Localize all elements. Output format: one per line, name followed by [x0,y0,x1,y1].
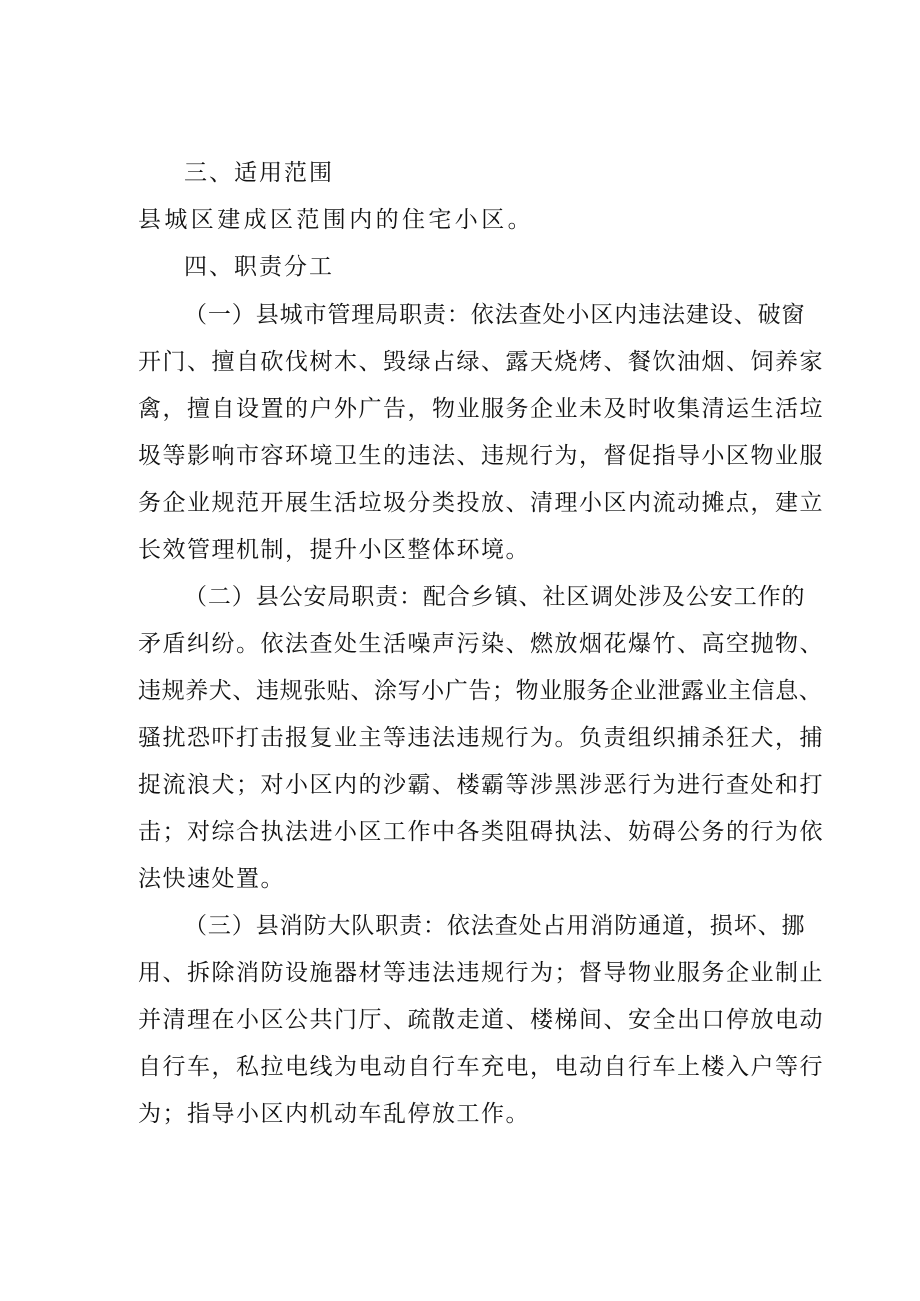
section-heading-duties: 四、职责分工 [184,254,334,280]
item-3-line-3: 并清理在小区公共门厅、疏散走道、楼梯间、安全出口停放电动 [138,1007,824,1033]
item-2-line-1: （二）县公安局职责：配合乡镇、社区调处涉及公安工作的 [184,584,806,610]
item-1-line-3: 禽，擅自设置的户外广告，物业服务企业未及时收集清运生活垃 [138,396,824,422]
item-2-line-3: 违规养犬、违规张贴、涂写小广告；物业服务企业泄露业主信息、 [138,678,823,704]
item-2-line-4: 骚扰恐吓打击报复业主等违法违规行为。负责组织捕杀狂犬，捕 [138,725,824,751]
item-3-line-4: 自行车，私拉电线为电动自行车充电，电动自行车上楼入户等行 [138,1054,824,1080]
item-2-line-2: 矛盾纠纷。依法查处生活噪声污染、燃放烟花爆竹、高空抛物、 [138,631,824,657]
item-2-line-5: 捉流浪犬；对小区内的沙霸、楼霸等涉黑涉恶行为进行查处和打 [138,772,824,798]
item-1-line-4: 圾等影响市容环境卫生的违法、违规行为，督促指导小区物业服 [138,443,824,469]
section-heading-scope: 三、适用范围 [184,160,334,186]
item-1-line-5: 务企业规范开展生活垃圾分类投放、清理小区内流动摊点，建立 [138,490,824,516]
item-3-line-1: （三）县消防大队职责：依法查处占用消防通道，损坏、挪 [184,913,806,939]
item-1-line-6: 长效管理机制，提升小区整体环境。 [138,537,530,563]
item-2-line-7: 法快速处置。 [138,866,285,892]
item-3-line-2: 用、拆除消防设施器材等违法违规行为；督导物业服务企业制止 [138,960,824,986]
item-1-line-2: 开门、擅自砍伐树木、毁绿占绿、露天烧烤、餐饮油烟、饲养家 [138,349,824,375]
section-body-scope: 县城区建成区范围内的住宅小区。 [138,207,534,233]
item-3-line-5: 为；指导小区内机动车乱停放工作。 [138,1101,530,1127]
item-1-line-1: （一）县城市管理局职责：依法查处小区内违法建设、破窗 [184,302,806,328]
item-2-line-6: 击；对综合执法进小区工作中各类阻碍执法、妨碍公务的行为依 [138,819,824,845]
